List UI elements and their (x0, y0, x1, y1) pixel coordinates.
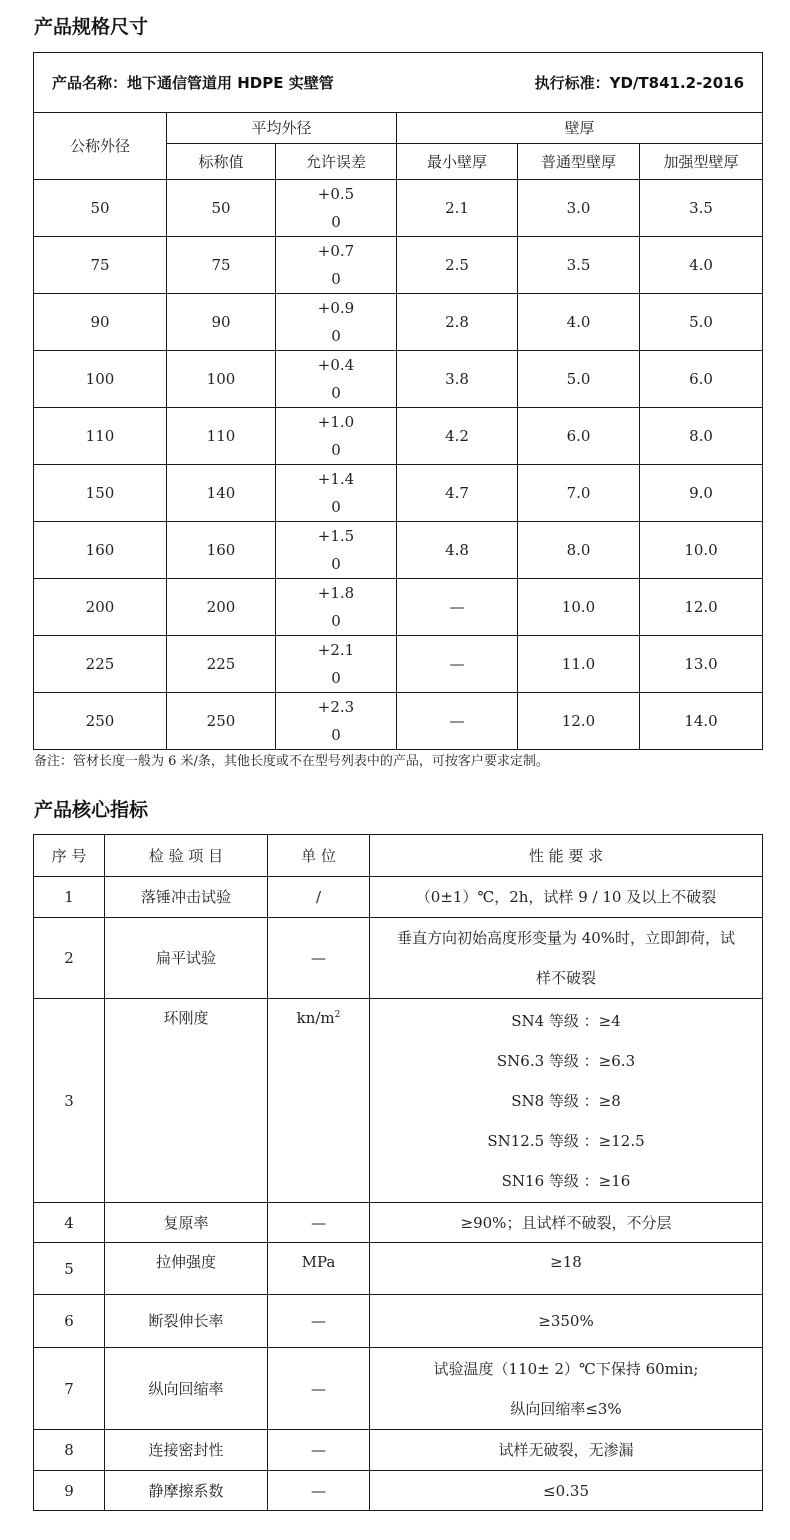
cell-unit: — (268, 918, 370, 999)
cell-req: ≥90%；且试样不破裂，不分层 (370, 1203, 763, 1243)
tol-minus: 0 (331, 555, 341, 573)
table-row (34, 237, 763, 294)
cell-tolerance (276, 180, 397, 237)
header-min-wall: 最小壁厚 (397, 144, 518, 180)
standard: 执行标准：YD/T841.2-2016 (534, 73, 745, 92)
table-row (34, 408, 763, 465)
tol-minus: 0 (331, 213, 341, 231)
table-row (34, 918, 763, 999)
cell-no: 5 (34, 1243, 105, 1295)
table-row (34, 522, 763, 579)
header-normal-wall: 普通型壁厚 (518, 144, 640, 180)
cell-nominal: 140 (167, 465, 276, 522)
header-reinforced-wall: 加强型壁厚 (640, 144, 763, 180)
cell-item: 扁平试验 (105, 918, 268, 999)
cell-req: ≤0.35 (370, 1471, 763, 1511)
cell-normal: 4.0 (518, 294, 640, 351)
cell-od: 90 (34, 294, 167, 351)
req-line: SN12.5 等级 ：≥12.5 (487, 1131, 645, 1150)
cell-tolerance (276, 636, 397, 693)
table-row (34, 465, 763, 522)
unit-superscript: 2 (334, 1010, 341, 1020)
cell-no: 3 (34, 999, 105, 1203)
cell-req (370, 918, 763, 999)
cell-normal: 7.0 (518, 465, 640, 522)
table-row (34, 1243, 763, 1295)
cell-normal: 3.0 (518, 180, 640, 237)
header-no: 序 号 (34, 835, 105, 877)
cell-no: 6 (34, 1295, 105, 1348)
cell-item: 落锤冲击试验 (105, 877, 268, 918)
tol-plus: +1.5 (317, 527, 355, 545)
cell-reinforced: 5.0 (640, 294, 763, 351)
cell-no: 9 (34, 1471, 105, 1511)
cell-normal: 6.0 (518, 408, 640, 465)
req-line: 纵向回缩率≤3% (510, 1399, 622, 1418)
cell-reinforced: 14.0 (640, 693, 763, 750)
table-row (34, 351, 763, 408)
cell-min: 2.1 (397, 180, 518, 237)
cell-nominal: 110 (167, 408, 276, 465)
cell-tolerance (276, 237, 397, 294)
cell-min: 4.7 (397, 465, 518, 522)
cell-od: 100 (34, 351, 167, 408)
req-line: SN4 等级 ：≥4 (511, 1011, 621, 1030)
header-nominal-value: 标称值 (167, 144, 276, 180)
tol-minus: 0 (331, 612, 341, 630)
cell-unit (268, 999, 370, 1203)
cell-od: 250 (34, 693, 167, 750)
cell-nominal: 250 (167, 693, 276, 750)
cell-no: 4 (34, 1203, 105, 1243)
cell-od: 110 (34, 408, 167, 465)
cell-nominal: 90 (167, 294, 276, 351)
cell-nominal: 160 (167, 522, 276, 579)
cell-min: 2.5 (397, 237, 518, 294)
table-row (34, 999, 763, 1203)
cell-tolerance (276, 351, 397, 408)
cell-reinforced: 6.0 (640, 351, 763, 408)
cell-normal: 5.0 (518, 351, 640, 408)
header-item: 检 验 项 目 (105, 835, 268, 877)
spec-table (33, 52, 763, 750)
table-row (34, 877, 763, 918)
tol-plus: +0.5 (317, 185, 355, 203)
table-row (34, 1203, 763, 1243)
table-row (34, 1471, 763, 1511)
cell-item: 静摩擦系数 (105, 1471, 268, 1511)
cell-reinforced: 13.0 (640, 636, 763, 693)
cell-min: — (397, 636, 518, 693)
req-line: SN8 等级 ：≥8 (511, 1091, 621, 1110)
cell-tolerance (276, 408, 397, 465)
cell-normal: 10.0 (518, 579, 640, 636)
cell-unit: — (268, 1348, 370, 1430)
cell-od: 150 (34, 465, 167, 522)
cell-od: 50 (34, 180, 167, 237)
req-line: 样不破裂 (535, 969, 596, 987)
cell-req (370, 1348, 763, 1430)
tol-plus: +0.4 (317, 356, 355, 374)
cell-unit: — (268, 1471, 370, 1511)
cell-item: 拉伸强度 (105, 1243, 268, 1295)
cell-reinforced: 4.0 (640, 237, 763, 294)
table-row (34, 1348, 763, 1430)
cell-unit: — (268, 1203, 370, 1243)
table-row (34, 294, 763, 351)
cell-tolerance (276, 693, 397, 750)
table-row (34, 1295, 763, 1348)
cell-req (370, 999, 763, 1203)
cell-nominal: 75 (167, 237, 276, 294)
cell-item: 连接密封性 (105, 1430, 268, 1471)
cell-unit: MPa (268, 1243, 370, 1295)
cell-min: 4.8 (397, 522, 518, 579)
header-avg-od: 平均外径 (167, 113, 397, 144)
unit-text: kn/m (296, 1009, 335, 1027)
table-row (34, 1430, 763, 1471)
tol-plus: +2.1 (317, 641, 355, 659)
cell-reinforced: 9.0 (640, 465, 763, 522)
table-row (34, 579, 763, 636)
cell-no: 8 (34, 1430, 105, 1471)
cell-req: ≥18 (370, 1243, 763, 1295)
cell-min: — (397, 579, 518, 636)
product-name: 产品名称：地下通信管道用 HDPE 实壁管 (52, 73, 334, 92)
header-unit: 单 位 (268, 835, 370, 877)
cell-od: 160 (34, 522, 167, 579)
tol-minus: 0 (331, 669, 341, 687)
tol-minus: 0 (331, 270, 341, 288)
tol-minus: 0 (331, 726, 341, 744)
header-wall: 壁厚 (397, 113, 763, 144)
req-line: SN6.3 等级 ：≥6.3 (496, 1051, 636, 1070)
cell-tolerance (276, 294, 397, 351)
req-line: 试验温度（110± 2）℃下保持 60min; (433, 1359, 699, 1378)
cell-tolerance (276, 465, 397, 522)
cell-item: 复原率 (105, 1203, 268, 1243)
cell-reinforced: 8.0 (640, 408, 763, 465)
tol-plus: +0.7 (317, 242, 355, 260)
tol-plus: +2.3 (317, 698, 355, 716)
cell-nominal: 50 (167, 180, 276, 237)
cell-od: 200 (34, 579, 167, 636)
cell-tolerance (276, 522, 397, 579)
cell-unit: — (268, 1295, 370, 1348)
cell-item: 纵向回缩率 (105, 1348, 268, 1430)
cell-req: 试样无破裂，无渗漏 (370, 1430, 763, 1471)
cell-tolerance (276, 579, 397, 636)
cell-min: 2.8 (397, 294, 518, 351)
req-line: SN16 等级 ：≥16 (501, 1171, 631, 1190)
cell-od: 225 (34, 636, 167, 693)
cell-nominal: 100 (167, 351, 276, 408)
tol-plus: +1.8 (317, 584, 355, 602)
core-table (33, 834, 763, 1511)
cell-min: — (397, 693, 518, 750)
cell-min: 4.2 (397, 408, 518, 465)
cell-unit: — (268, 1430, 370, 1471)
header-req: 性 能 要 求 (370, 835, 763, 877)
header-nominal-od: 公称外径 (34, 113, 167, 180)
tol-plus: +1.4 (317, 470, 355, 488)
cell-no: 7 (34, 1348, 105, 1430)
cell-reinforced: 12.0 (640, 579, 763, 636)
core-heading: 产品核心指标 (34, 799, 149, 821)
table-row (34, 636, 763, 693)
tol-minus: 0 (331, 441, 341, 459)
spec-note: 备注：管材长度一般为 6 米/条，其他长度或不在型号列表中的产品，可按客户要求定制。 (34, 754, 549, 769)
table-row (34, 180, 763, 237)
tol-minus: 0 (331, 327, 341, 345)
req-line: 垂直方向初始高度形变量为 40%时，立即卸荷，试 (396, 929, 736, 947)
cell-min: 3.8 (397, 351, 518, 408)
cell-unit: / (268, 877, 370, 918)
cell-nominal: 200 (167, 579, 276, 636)
spec-title-cell (34, 53, 763, 113)
tol-minus: 0 (331, 498, 341, 516)
spec-heading: 产品规格尺寸 (34, 16, 149, 38)
tol-plus: +0.9 (317, 299, 355, 317)
cell-normal: 3.5 (518, 237, 640, 294)
cell-reinforced: 10.0 (640, 522, 763, 579)
tol-minus: 0 (331, 384, 341, 402)
cell-normal: 12.0 (518, 693, 640, 750)
cell-req: （0±1）℃，2h，试样 9 / 10 及以上不破裂 (370, 877, 763, 918)
cell-reinforced: 3.5 (640, 180, 763, 237)
cell-od: 75 (34, 237, 167, 294)
cell-item: 环刚度 (105, 999, 268, 1203)
tol-plus: +1.0 (317, 413, 355, 431)
cell-nominal: 225 (167, 636, 276, 693)
cell-req: ≥350% (370, 1295, 763, 1348)
cell-normal: 11.0 (518, 636, 640, 693)
cell-normal: 8.0 (518, 522, 640, 579)
cell-no: 1 (34, 877, 105, 918)
cell-no: 2 (34, 918, 105, 999)
table-row (34, 693, 763, 750)
header-tolerance: 允许误差 (276, 144, 397, 180)
cell-item: 断裂伸长率 (105, 1295, 268, 1348)
